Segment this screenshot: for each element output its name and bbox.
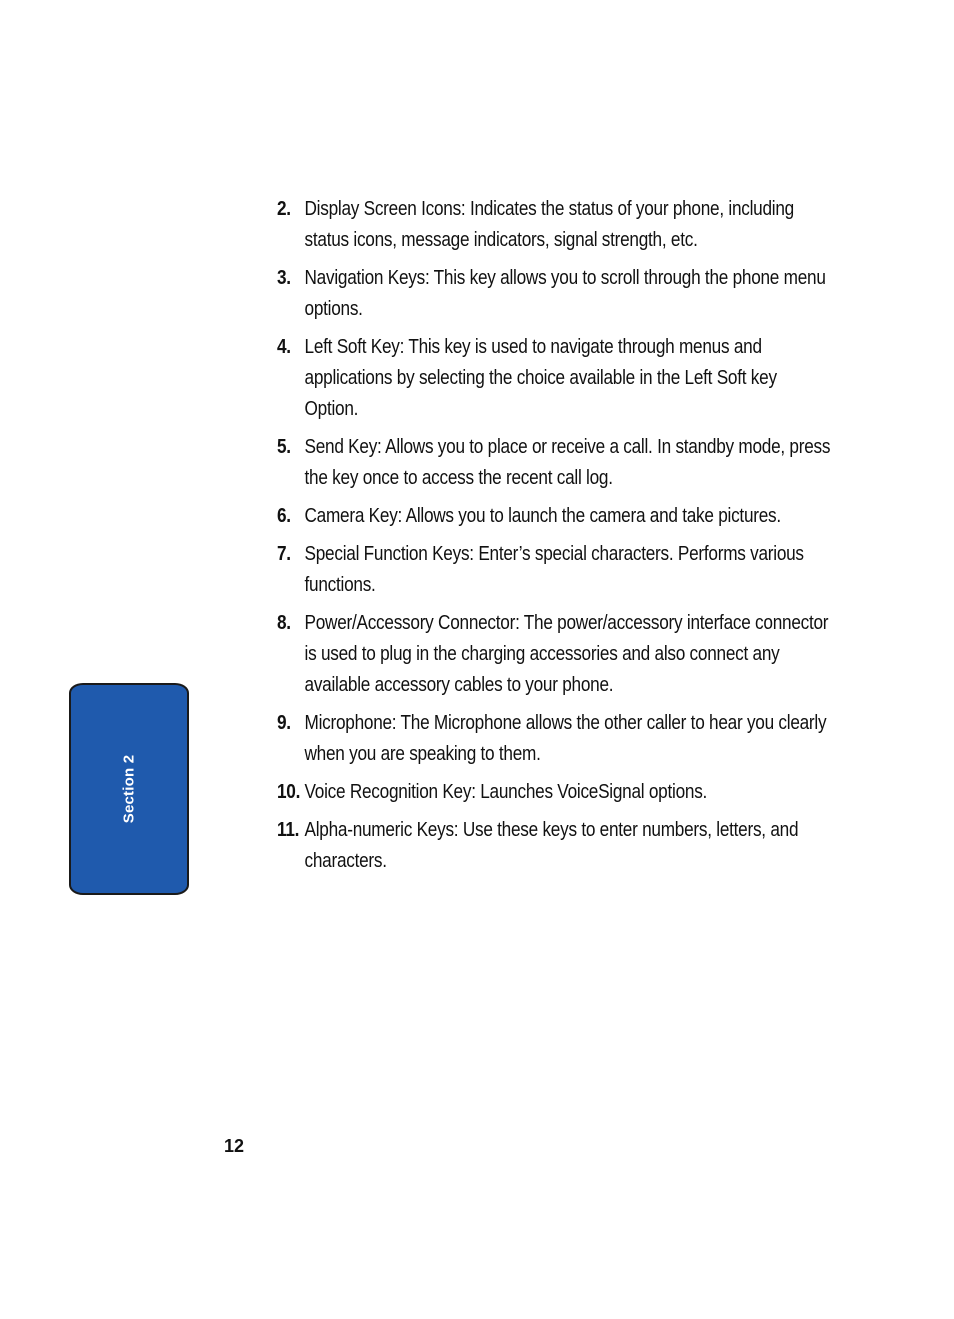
list-item — [277, 501, 834, 532]
list-item — [277, 815, 834, 877]
list-item — [277, 777, 834, 808]
item-text: Voice Recognition Key: Launches VoiceSignal options. — [304, 781, 708, 803]
item-number: 11. — [277, 819, 300, 841]
list-item — [277, 432, 834, 494]
list-item — [277, 263, 834, 325]
item-text: Display Screen Icons: Indicates the status of your phone, including status icons, message indicators, signal strength, etc. — [304, 198, 794, 251]
list-item — [277, 608, 834, 701]
section-tab-label: Section 2 — [120, 754, 138, 824]
item-text: Power/Accessory Connector: The power/accessory interface connector is used to plug in the charging accessories and also connect any available accessory cables to your phone. — [304, 612, 829, 696]
item-text: Alpha-numeric Keys: Use these keys to enter numbers, letters, and characters. — [304, 819, 799, 872]
item-text: Camera Key: Allows you to launch the camera and take pictures. — [304, 505, 781, 527]
item-text: Left Soft Key: This key is used to navigate through menus and applications by selecting the choice available in the Left Soft key Option. — [304, 336, 777, 420]
item-number: 5. — [277, 436, 291, 458]
list-item — [277, 332, 834, 425]
item-number: 7. — [277, 543, 291, 565]
section-tab — [69, 683, 189, 895]
numbered-list — [277, 194, 831, 884]
list-item — [277, 194, 834, 256]
item-number: 6. — [277, 505, 291, 527]
item-number: 10. — [277, 781, 301, 803]
list-item — [277, 708, 834, 770]
item-number: 8. — [277, 612, 291, 634]
item-text: Special Function Keys: Enter’s special characters. Performs various functions. — [304, 543, 804, 596]
item-number: 9. — [277, 712, 291, 734]
item-text: Microphone: The Microphone allows the other caller to hear you clearly when you are speaking to them. — [304, 712, 827, 765]
item-number: 2. — [277, 198, 291, 220]
item-text: Send Key: Allows you to place or receive a call. In standby mode, press the key once to access the recent call log. — [304, 436, 831, 489]
item-text: Navigation Keys: This key allows you to scroll through the phone menu options. — [304, 267, 826, 320]
list-item — [277, 539, 834, 601]
page-number: 12 — [224, 1136, 245, 1156]
item-number: 4. — [277, 336, 291, 358]
item-number: 3. — [277, 267, 291, 289]
